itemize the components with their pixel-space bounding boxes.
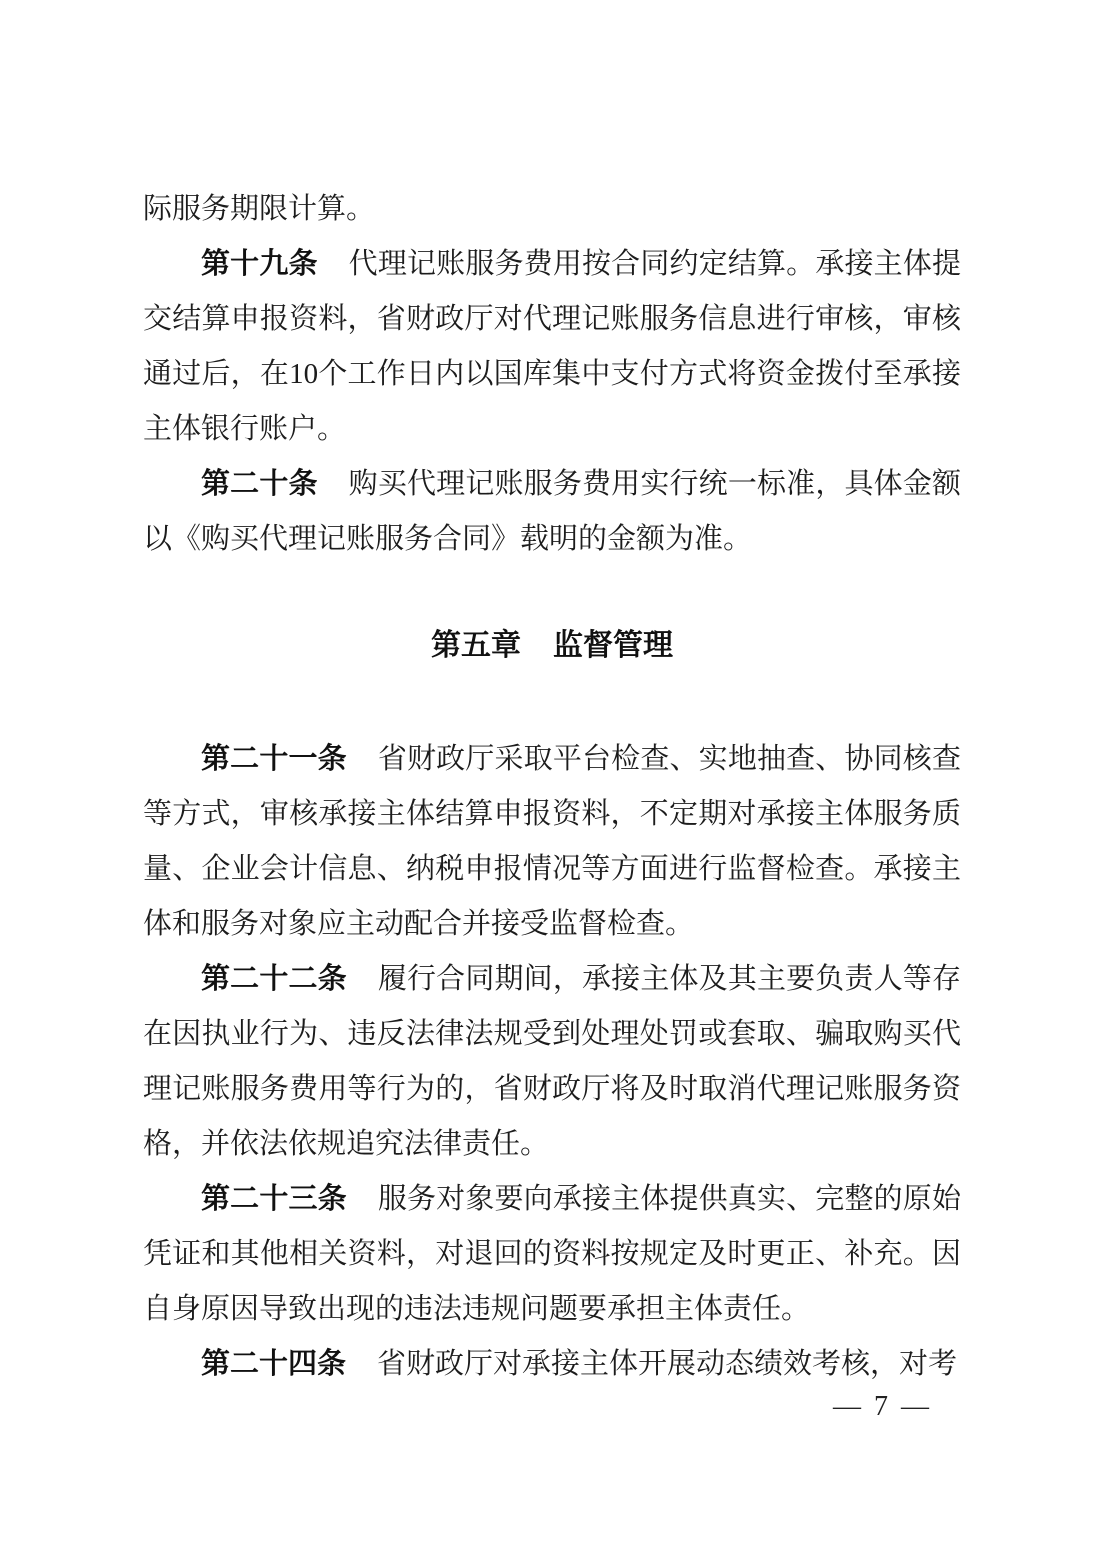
article-20-text: 购买代理记账服务费用实行统一标准，具体金额以《购买代理记账服务合同》载明的金额为准。 <box>143 468 961 555</box>
article-22-text: 履行合同期间，承接主体及其主要负责人等存在因执业行为、违反法律法规受到处理处罚或套取、骗取购买代理记账服务费用等行为的，省财政厅将及时取消代理记账服务资格，并依法依规追究法律责任。 <box>143 963 961 1160</box>
chapter-title: 监督管理 <box>553 629 673 662</box>
continuation-text: 际服务期限计算。 <box>143 193 376 225</box>
article-21-label: 第二十一条 <box>201 743 347 775</box>
page-number: — 7 — <box>833 1391 932 1422</box>
article-23-label: 第二十三条 <box>201 1183 347 1215</box>
chapter-heading <box>143 618 961 673</box>
article-19-text: 代理记账服务费用按合同约定结算。承接主体提交结算申报资料，省财政厅对代理记账服务信息进行审核，审核通过后，在10个工作日内以国库集中支付方式将资金拨付至承接主体银行账户。 <box>143 248 961 445</box>
article-23 <box>143 1172 961 1337</box>
chapter-number: 第五章 <box>431 629 521 662</box>
document-body <box>143 182 961 1392</box>
article-23-text: 服务对象要向承接主体提供真实、完整的原始凭证和其他相关资料，对退回的资料按规定及时更正、补充。因自身原因导致出现的违法违规问题要承担主体责任。 <box>143 1183 961 1325</box>
article-22-label: 第二十二条 <box>201 963 347 995</box>
article-24-label: 第二十四条 <box>201 1348 347 1380</box>
article-24 <box>143 1337 961 1392</box>
article-19-label: 第十九条 <box>201 248 318 280</box>
article-20 <box>143 457 961 567</box>
article-19 <box>143 237 961 457</box>
article-22 <box>143 952 961 1172</box>
paragraph-continuation <box>143 182 961 237</box>
article-20-label: 第二十条 <box>201 468 318 500</box>
article-21-text: 省财政厅采取平台检查、实地抽查、协同核查等方式，审核承接主体结算申报资料，不定期对承接主体服务质量、企业会计信息、纳税申报情况等方面进行监督检查。承接主体和服务对象应主动配合并接受监督检查。 <box>143 743 961 940</box>
article-24-text: 省财政厅对承接主体开展动态绩效考核，对考 <box>377 1348 958 1380</box>
article-21 <box>143 732 961 952</box>
